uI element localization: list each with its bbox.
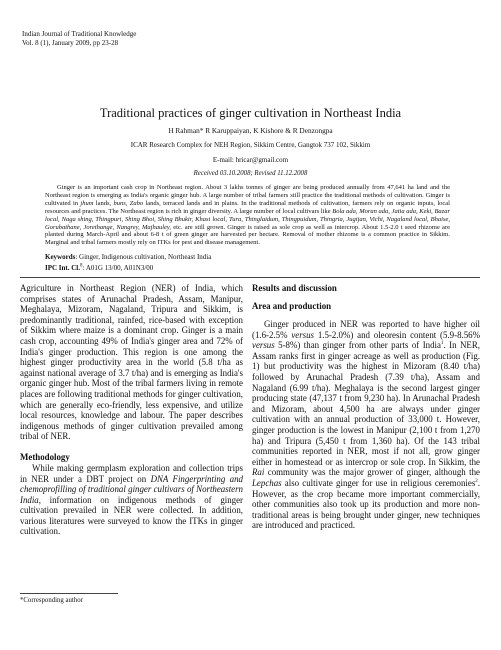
abstract-part: lands, terraced lands and in plains. In the traditional methods of cultivation, farmers rely on organic inputs, local resources and practices. The Northeast region is rich in ginger diversity. A large number of local cultivars like [45, 199, 450, 215]
footnote: *Corresponding author [20, 597, 83, 604]
keywords-text: : Ginger, Indigenous cultivation, Northeast India [75, 253, 212, 261]
abstract [45, 184, 450, 247]
project-title: DNA Fingerprinting and chemoprofilling of traditional ginger cultivars of Northeastern India [20, 473, 243, 505]
journal-citation [22, 30, 136, 48]
community-rai: Rai [252, 467, 265, 478]
results-heading: Results and discussion [252, 283, 337, 293]
received-dates: Received 03.10.2008; Revised 11.12.2008 [193, 170, 308, 177]
results-part: . However, as the crop became more important commercially, other communities also took up its production and more non-traditional areas is being brought under ginger, new techniques are introduced and practiced. [252, 477, 480, 531]
affiliation: ICAR Research Complex for NEH Region, Sikkim Centre, Gangtok 737 102, Sikkim [130, 141, 371, 149]
abstract-italic: buns, Zabo [113, 199, 144, 207]
versus-word: versus [252, 340, 275, 351]
methodology-part: , information on indigenous methods of ginger cultivation prevailed in NER were collected. In addition, various literatures were surveyed to know the ITKs in ginger cultivation. [20, 494, 243, 537]
results-part: also cultivate ginger for use in religious ceremonies [281, 477, 476, 488]
author-list: H Rahman* R Karuppaiyan, K Kishore & R Denzongpa [168, 126, 333, 135]
footnote-divider [20, 593, 118, 594]
community-lepchas: Lepchas [252, 477, 282, 488]
journal-name: Indian Journal of Traditional Knowledge [22, 30, 137, 38]
methodology-paragraph [20, 463, 243, 537]
ipc-label: IPC Int. Cl. [45, 264, 81, 272]
results-part: 5-8%) than ginger from other parts of India [274, 340, 441, 351]
versus-word: versus [291, 329, 314, 340]
journal-volume: Vol. 8 (1), January 2009, pp 23-28 [22, 39, 119, 47]
abstract-italic: Bola ada, Moran ada, Jatia ada, Keki, Bazar local, Naga shing, Thingpuri, Shing Bhoi, Shing Bhukir, Khasi local, Tura, Thinglaidum, Thingpuidum, Thingria, Jugijan, Vichi, Nagaland local, Bhaise, Gorubathane, Jorethange, Nangrey, Majhauley, [45, 207, 450, 231]
methodology-heading: Methodology [20, 451, 70, 462]
ipc-text: : A01G 13/00, A01N3/00 [82, 264, 154, 272]
results-paragraph [252, 319, 480, 531]
abstract-part: etc. are still grown. Ginger is raised as sole crop as well as intercrop. About 1.5-2.0 t seed rhizome are planted during March-April and about 6-8 t of green ginger are harvested per hectare. Removal of mother rhizome is a common practice in Sikkim. Marginal and tribal farmers mostly rely on ITKs for pest and disease management. [45, 223, 450, 247]
results-part: Ginger produced in NER was reported to have higher oil (1.6-2.5% [252, 319, 480, 340]
section-divider [20, 277, 480, 278]
abstract-italic: jhum [80, 199, 94, 207]
left-column [20, 283, 243, 537]
right-column [252, 283, 480, 531]
results-part: community was the major grower of ginger, although the [264, 467, 480, 478]
abstract-part: lands, [93, 199, 114, 207]
reference-2: 2 [475, 478, 478, 484]
results-part: 1.5-2.0%) and oleoresin content (5.9-8.56% [314, 329, 480, 340]
article-title: Traditional practices of ginger cultivation in Northeast India [99, 106, 402, 120]
results-part: . In NER, Assam ranks first in ginger acreage as well as production (Fig. 1) but productivity was the highest in Mizoram (8.40 t/ha) followed by Arunachal Pradesh (7.39 t/ha), Assam and Nagaland (6.99 t/ha). Meghalaya is the second largest ginger producing state (47,137 t from 9,230 ha). In Arunachal Pradesh and Mizoram, about 4,500 ha are always under ginger cultivation with an annual production of 33,000 t. However, ginger production is the lowest in Manipur (2,100 t from 1,270 ha) and Tripura (5,450 t from 1,360 ha). Of the 143 tribal communities reported in NER, most if not all, grow ginger either in homestead or as intercrop or sole crop. In Sikkim, the [252, 340, 480, 467]
reference-1: 1 [440, 341, 444, 347]
area-production-heading: Area and production [252, 301, 332, 311]
keywords-label: Keywords [45, 253, 76, 261]
intro-paragraph: Agriculture in Northeast Region (NER) of India, which comprises states of Arunachal Pradesh, Assam, Manipur, Meghalaya, Mizoram, Nagaland, Tripura and Sikkim, is predominantly traditional, rainfed, rice-based with exception of Sikkim where maize is a dominant crop. Ginger is a main cash crop, accounting 49% of India's ginger area and 72% of India's ginger production. This region is one among the highest ginger productivity area in the world (5.8 t/ha as against national average of 3.7 t/ha) and is emerging as India's organic ginger hub. Most of the tribal farmers living in remote places are following traditional methods for ginger cultivation, which are generally eco-friendly, less expensive, and utilize local resources, knowledge and labour. The paper describes indigenous methods of ginger cultivation prevailed among tribal of NER. [20, 283, 243, 442]
ipc-sup: 8 [80, 263, 83, 269]
methodology-part: While making germplasm exploration and collection trips in NER under a DBT project on [20, 462, 243, 484]
ipc-classification [45, 264, 455, 272]
keywords [45, 253, 455, 261]
contact-email: E-mail: hricar@gmail.com [212, 156, 289, 164]
abstract-part: Ginger is an important cash crop in Northeast region. About 3 lakhs tonnes of ginger are being produced annually from 47,641 ha land and the Northeast region is emerging as India's organic ginger hub. A large number of tribal farmers still practice the traditional methods of cultivation. Ginger is cultivated in [45, 184, 450, 207]
abstract-text [45, 184, 450, 247]
